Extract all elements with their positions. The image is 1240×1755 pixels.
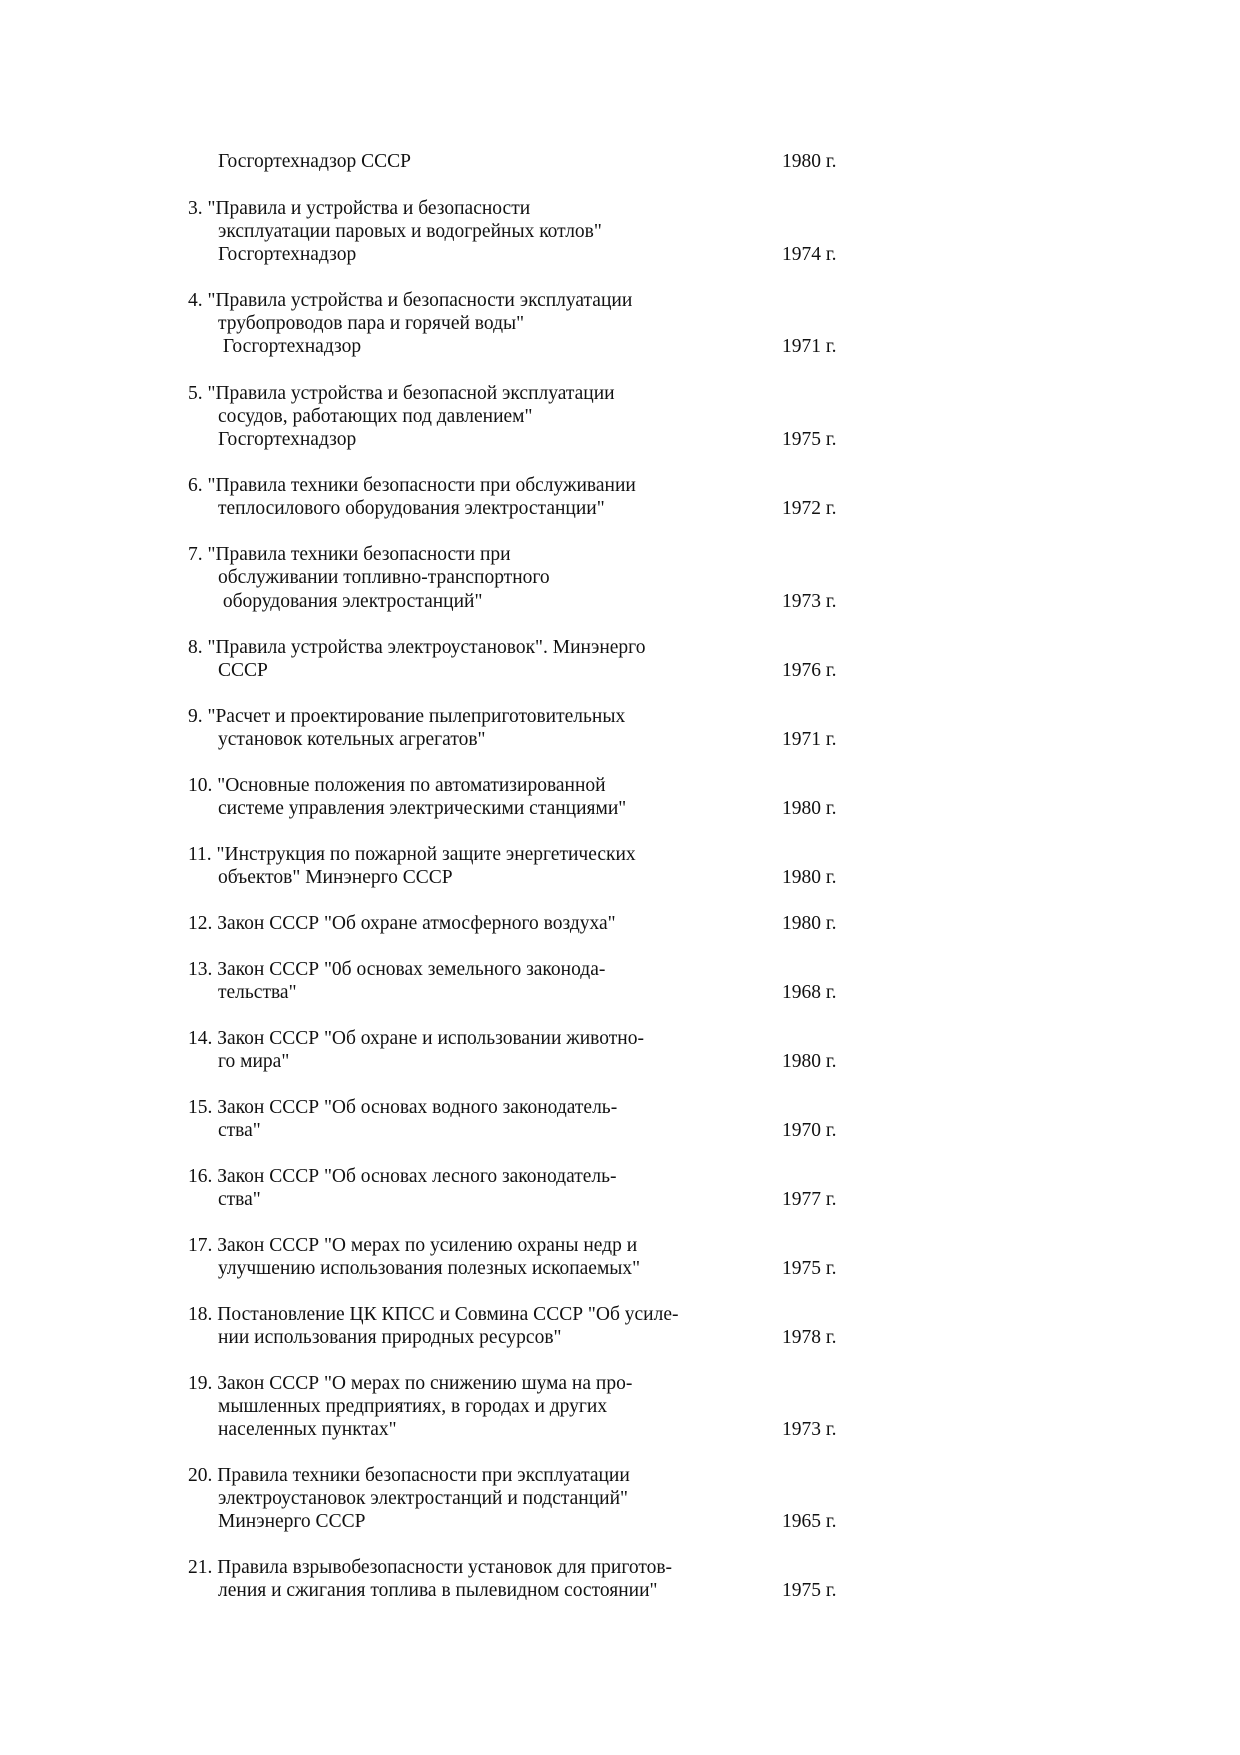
entry-year: 1973 г. <box>782 591 837 612</box>
entry-line: ства" <box>218 1189 261 1210</box>
entry-line: Госгортехнадзор СССР <box>218 151 411 172</box>
entry-line: 4. "Правила устройства и безопасности эксплуатации <box>188 290 633 311</box>
entry-line: 8. "Правила устройства электроустановок". Минэнерго <box>188 637 646 658</box>
entry-line: 19. Закон СССР "О мерах по снижению шума на про- <box>188 1373 633 1394</box>
entry-line: 14. Закон СССР "Об охране и использовании животно- <box>188 1028 644 1049</box>
entry-line: 7. "Правила техники безопасности при <box>188 544 511 565</box>
entry-year: 1980 г. <box>782 151 837 172</box>
entry-year: 1965 г. <box>782 1511 837 1532</box>
entry-line: объектов" Минэнерго СССР <box>218 867 453 888</box>
entry-line: го мира" <box>218 1051 290 1072</box>
entry-line: 16. Закон СССР "Об основах лесного законодатель- <box>188 1166 617 1187</box>
entry-year: 1972 г. <box>782 498 837 519</box>
entry-line: системе управления электрическими станциями" <box>218 798 627 819</box>
entry-line: 3. "Правила и устройства и безопасности <box>188 198 531 219</box>
entry-line: Госгортехнадзор <box>218 336 362 357</box>
entry-line: 15. Закон СССР "Об основах водного законодатель- <box>188 1097 618 1118</box>
entry-line: трубопроводов пара и горячей воды" <box>218 313 525 334</box>
entry-line: 20. Правила техники безопасности при эксплуатации <box>188 1465 630 1486</box>
entry-year: 1971 г. <box>782 729 837 750</box>
entry-line: СССР <box>218 660 268 681</box>
entry-year: 1976 г. <box>782 660 837 681</box>
entry-year: 1980 г. <box>782 798 837 819</box>
entry-line: электроустановок электростанций и подстанций" <box>218 1488 628 1509</box>
entry-year: 1980 г. <box>782 867 837 888</box>
entry-year: 1968 г. <box>782 982 837 1003</box>
entry-line: 10. "Основные положения по автоматизированной <box>188 775 606 796</box>
entry-line: 12. Закон СССР "Об охране атмосферного воздуха" <box>188 913 616 934</box>
entry-line: эксплуатации паровых и водогрейных котлов" <box>218 221 602 242</box>
entry-line: обслуживании топливно-транспортного <box>218 567 550 588</box>
entry-line: Госгортехнадзор <box>218 429 357 450</box>
entry-year: 1975 г. <box>782 429 837 450</box>
entry-line: ства" <box>218 1120 261 1141</box>
entry-line: оборудования электростанций" <box>218 591 483 612</box>
entry-line: сосудов, работающих под давлением" <box>218 406 533 427</box>
entry-line: Минэнерго СССР <box>218 1511 366 1532</box>
entry-year: 1973 г. <box>782 1419 837 1440</box>
entry-year: 1975 г. <box>782 1580 837 1601</box>
entry-line: 6. "Правила техники безопасности при обслуживании <box>188 475 636 496</box>
entry-line: улучшению использования полезных ископаемых" <box>218 1258 641 1279</box>
entry-year: 1978 г. <box>782 1327 837 1348</box>
entry-line: Госгортехнадзор <box>218 244 357 265</box>
entry-line: 9. "Расчет и проектирование пылеприготовительных <box>188 706 626 727</box>
entry-year: 1970 г. <box>782 1120 837 1141</box>
entry-line: тельства" <box>218 982 297 1003</box>
entry-year: 1974 г. <box>782 244 837 265</box>
entry-line: мышленных предприятиях, в городах и других <box>218 1396 608 1417</box>
entry-year: 1977 г. <box>782 1189 837 1210</box>
entry-year: 1975 г. <box>782 1258 837 1279</box>
entry-line: 17. Закон СССР "О мерах по усилению охраны недр и <box>188 1235 638 1256</box>
entry-line: 11. "Инструкция по пожарной защите энергетических <box>188 844 636 865</box>
entry-line: ления и сжигания топлива в пылевидном состоянии" <box>218 1580 658 1601</box>
entry-line: населенных пунктах" <box>218 1419 397 1440</box>
entry-year: 1980 г. <box>782 913 837 934</box>
entry-line: установок котельных агрегатов" <box>218 729 486 750</box>
entry-line: 13. Закон СССР "0б основах земельного законода- <box>188 959 606 980</box>
entry-year: 1971 г. <box>782 336 837 357</box>
entry-year: 1980 г. <box>782 1051 837 1072</box>
entry-line: 18. Постановление ЦК КПСС и Совмина СССР "Об усиле- <box>188 1304 679 1325</box>
entry-line: 5. "Правила устройства и безопасной эксплуатации <box>188 383 615 404</box>
entry-line: нии использования природных ресурсов" <box>218 1327 562 1348</box>
entry-line: 21. Правила взрывобезопасности установок для приготов- <box>188 1557 673 1578</box>
entry-line: теплосилового оборудования электростанции" <box>218 498 605 519</box>
